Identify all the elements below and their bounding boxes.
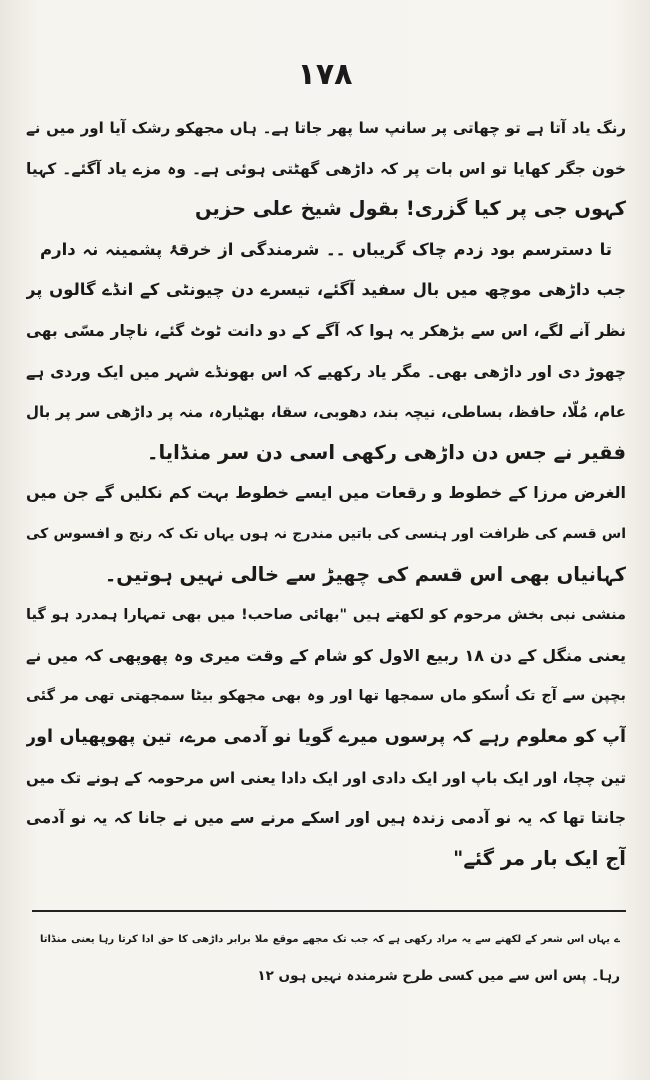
- text-line: بچپن سے آج تک اُسکو ماں سمجھا تھا اور وہ بھی مجھکو بیٹا سمجھتی تھی مر گئی: [26, 688, 626, 705]
- verse-line: تا دسترسم بود زدم چاک گریباں ۔۔ شرمندگی از خرقۂ پشمینہ نہ دارم: [40, 239, 612, 259]
- footnote: [40, 922, 620, 994]
- text-line: یعنی منگل کے دن ۱۸ ربیع الاول کو شام کے وقت میری وہ پھوپھی کہ میں نے: [26, 645, 626, 665]
- text-line: تین چچا، اور ایک باپ اور ایک دادی اور ایک دادا یعنی اس مرحومہ کے ہونے تک میں: [26, 768, 626, 787]
- page-body: [26, 108, 626, 879]
- text-line: کہوں جی پر کیا گزری! بقول شیخ علی حزیں: [194, 197, 626, 221]
- text-line: کہانیاں بھی اس قسم کی چھیڑ سے خالی نہیں ہوتیں۔: [104, 562, 626, 586]
- text-line: رنگ یاد آتا ہے تو چھاتی پر سانپ سا پھر جاتا ہے۔ ہاں مجھکو رشک آیا اور میں نے: [26, 119, 626, 137]
- text-line: آپ کو معلوم رہے کہ پرسوں میرے گویا نو آدمی مرے، تین پھوپھیاں اور: [26, 726, 626, 747]
- text-line: الغرض مرزا کے خطوط و رقعات میں ایسے خطوط بہت کم نکلیں گے جن میں: [26, 483, 626, 503]
- footnote-divider: [32, 910, 626, 912]
- text-line: فقیر نے جس دن داڑھی رکھی اسی دن سر منڈایا۔: [147, 440, 626, 464]
- text-line: اس قسم کی ظرافت اور ہنسی کی باتیں مندرج نہ ہوں یہاں تک کہ رنج و افسوس کی: [26, 525, 626, 542]
- footnote-line: ے یہاں اس شعر کے لکھنے سے یہ مراد رکھی ہے کہ جب تک مجھے موقع ملا برابر داڑھی کا حق ادا کرتا رہا یعنی منڈاتا: [40, 934, 620, 945]
- text-line: نظر آنے لگے، اس سے بڑھکر یہ ہوا کہ آگے کے دو دانت ٹوٹ گئے، ناچار مسّی بھی: [26, 321, 626, 340]
- text-line: عام، مُلّا، حافظ، بساطی، نیچہ بند، دھوبی، سقا، بھٹیارہ، منہ پر داڑھی سر پر بال: [26, 403, 626, 422]
- text-line: جانتا تھا کہ یہ نو آدمی زندہ ہیں اور اسکے مرنے سے میں نے جانا کہ یہ نو آدمی: [26, 809, 626, 828]
- page-number: ۱۷۸: [297, 57, 353, 92]
- footnote-line: رہا۔ پس اس سے میں کسی طرح شرمندہ نہیں ہوں ۱۲: [257, 968, 620, 984]
- text-line: منشی نبی بخش مرحوم کو لکھتے ہیں "بھائی صاحب! میں بھی تمہارا ہمدرد ہو گیا: [26, 607, 626, 624]
- text-line: خون جگر کھایا تو اس بات پر کہ داڑھی گھٹتی ہوئی ہے۔ وہ مزے یاد آگئے۔ کہیا: [26, 159, 626, 178]
- text-line: آج ایک بار مر گئے": [453, 846, 626, 870]
- text-line: جب داڑھی موچھ میں بال سفید آگئے، تیسرے دن چیونٹی کے انڈے گالوں پر: [26, 280, 626, 300]
- text-line: چھوڑ دی اور داڑھی بھی۔ مگر یاد رکھیے کہ اس بھونڈے شہر میں ایک وردی ہے: [26, 362, 626, 381]
